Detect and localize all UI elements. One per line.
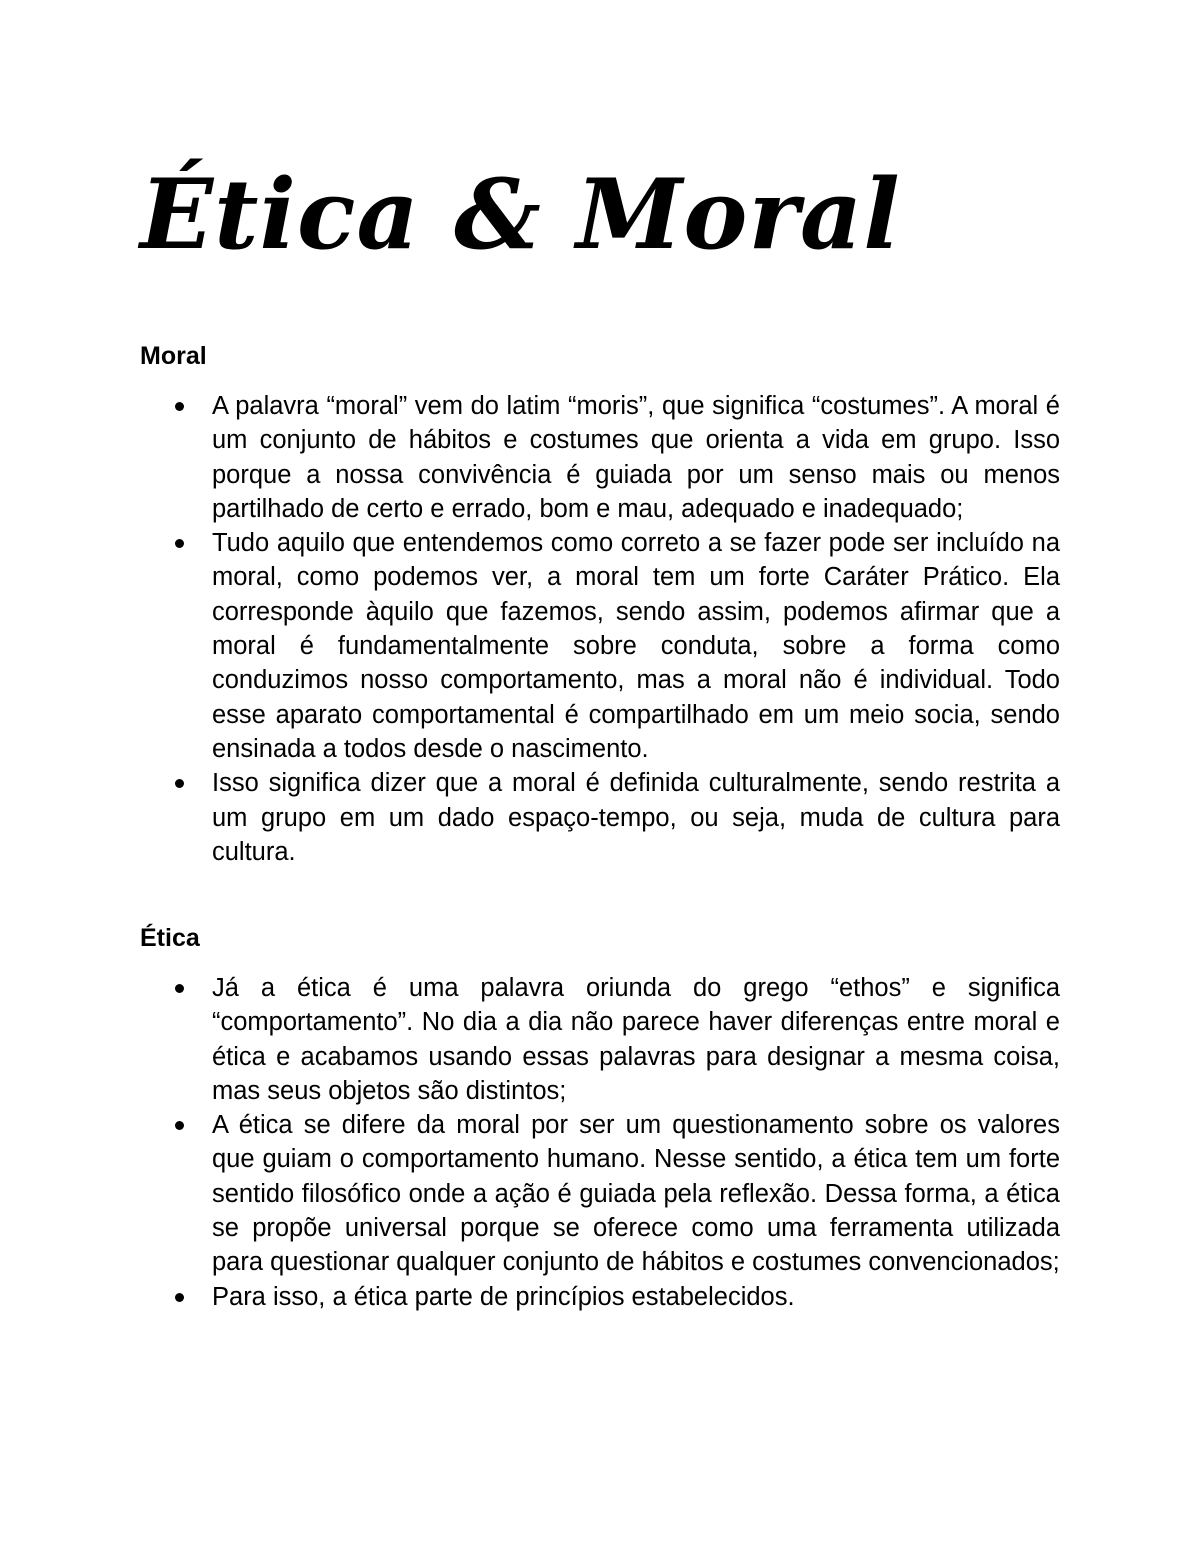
list-item — [140, 526, 1060, 766]
document-title: Ética & Moral — [140, 158, 901, 271]
section-heading-etica: Ética — [140, 924, 200, 952]
list-item — [140, 971, 1060, 1108]
list-item — [140, 1108, 1060, 1279]
bullet-icon — [175, 1293, 184, 1302]
section-moral — [140, 338, 1060, 869]
list-item — [140, 766, 1060, 869]
bullet-list-moral — [140, 389, 1060, 869]
list-item — [140, 389, 1060, 526]
section-heading-moral: Moral — [140, 342, 207, 370]
bullet-list-etica — [140, 971, 1060, 1314]
list-item-text: Já a ética é uma palavra oriunda do grego “ethos” e significa “comportamento”. No dia a dia não parece haver diferenças entre moral e ética e acabamos usando essas palavras para designar a mesma coisa, mas seus objetos são distintos; — [212, 974, 1060, 1105]
bullet-icon — [175, 984, 184, 993]
list-item — [140, 1280, 1060, 1314]
list-item-text: Tudo aquilo que entendemos como correto a se fazer pode ser incluído na moral, como podemos ver, a moral tem um forte Caráter Prático. Ela corresponde àquilo que fazemos, sendo assim, podemos afirmar que a moral é fundamentalmente sobre conduta, sobre a forma como conduzimos nosso comportamento, mas a moral não é individual. Todo esse aparato comportamental é compartilhado em um meio socia, sendo ensinada a todos desde o nascimento. — [212, 529, 1060, 763]
bullet-icon — [175, 1121, 184, 1130]
bullet-icon — [175, 539, 184, 548]
bullet-icon — [175, 402, 184, 411]
section-etica — [140, 920, 1060, 1314]
list-item-text: Isso significa dizer que a moral é definida culturalmente, sendo restrita a um grupo em um dado espaço-tempo, ou seja, muda de cultura para cultura. — [212, 769, 1060, 866]
list-item-text: A ética se difere da moral por ser um questionamento sobre os valores que guiam o comportamento humano. Nesse sentido, a ética tem um forte sentido filosófico onde a ação é guiada pela reflexão. Dessa forma, a ética se propõe universal porque se oferece como uma ferramenta utilizada para questionar qualquer conjunto de hábitos e costumes convencionados; — [212, 1111, 1060, 1277]
list-item-text: Para isso, a ética parte de princípios estabelecidos. — [212, 1282, 795, 1311]
bullet-icon — [175, 779, 184, 788]
list-item-text: A palavra “moral” vem do latim “moris”, que significa “costumes”. A moral é um conjunto de hábitos e costumes que orienta a vida em grupo. Isso porque a nossa convivência é guiada por um senso mais ou menos partilhado de certo e errado, bom e mau, adequado e inadequado; — [212, 392, 1060, 523]
